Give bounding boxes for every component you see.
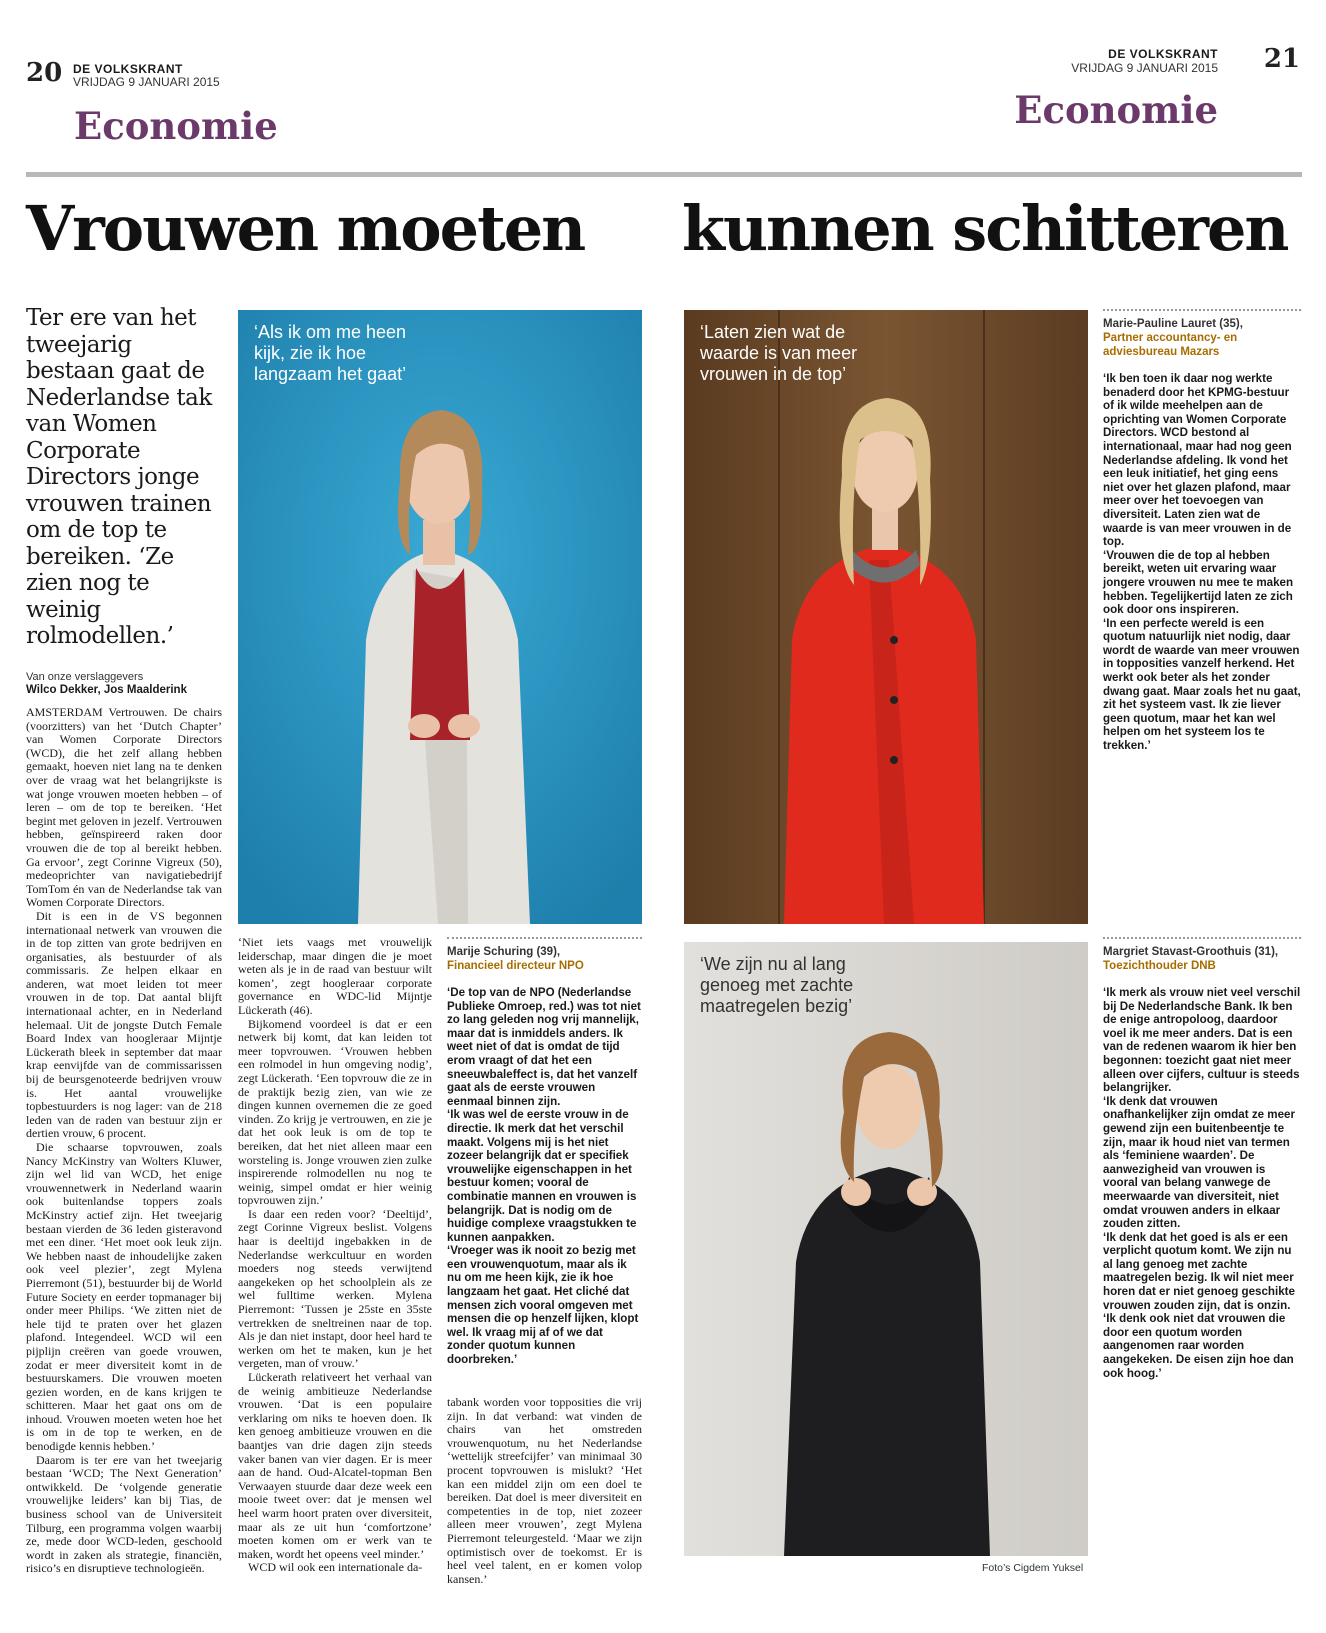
page-number-right: 21 — [1263, 44, 1300, 74]
intro-text: Ter ere van het tweejarig bestaan gaat de Nederlandse tak van Women Corporate Directors jonge vrouwen trainen om de top te bereiken. ‘Ze zien nog te weinig rolmodellen.’ — [26, 305, 212, 649]
article-paragraph: Is daar een reden voor? ‘Deeltijd’, zegt Corinne Vigreux beslist. Volgens haar is deeltijd ingebakken in de Nederlandse werkcultuur en worden moeders nog steeds verwijtend aangekeken op het schoolplein als ze wel fulltime werken. Mylena Pierremont: ‘Tussen je 25ste en 35ste vertrekken de sneltreinen naar de top. Als je dan niet instapt, door heel hard te werken om het te maken, kun je het vergeten, man of vrouw.’ — [238, 1206, 432, 1371]
profile-role-stavast: Toezichthouder DNB — [1103, 960, 1216, 972]
article-column-3 — [447, 1396, 642, 1586]
profile-name-stavast: Margriet Stavast-Groothuis (31), — [1103, 946, 1279, 958]
article-paragraph: Dit is een in de VS begonnen internationaal netwerk van vrouwen die in de top zitten van grote bedrijven en organisaties, als bestuurder of als commissaris. Ze helpen elkaar en anderen, wat moet leiden tot meer vrouwen in de top. Dat aantal blijft internationaal achter, en in Nederland helemaal. Uit de jongste Dutch Female Board Index van hoogleraar Mijntje Lückerath bleek in september dat maar krap eenvijfde van de commissarissen bij de beursgenoteerde bedrijven vrouw is. Het aantal vrouwelijke topbestuurders is nog lager: van de 218 leden van de raden van bestuur zijn er dertien vrouw, 6 procent. — [26, 908, 222, 1141]
article-paragraph: WCD wil ook een internationale da- — [248, 1560, 423, 1575]
portrait-photo-lauret-red-coat — [684, 310, 1088, 924]
byline-label: Van onze verslaggevers — [26, 671, 144, 683]
quote-paragraph: ‘Ik ben toen ik daar nog werkte benaderd door het KPMG-bestuur of ik wilde meehelpen aan de oprichting van Women Corporate Directors. WCD bestond al internationaal, maar had nog geen Nederlandse afdeling. Ik vond het een leuk initiatief, het ging eens niet over het glazen plafond, maar meer over het toevoegen van diversiteit. Laten zien wat de waarde is van meer vrouwen in de top. — [1103, 372, 1292, 549]
photo-quote-1: ‘Als ik om me heen kijk, zie ik hoe langzaam het gaat’ — [254, 322, 407, 384]
quote-paragraph: ‘In een perfecte wereld is een quotum natuurlijk niet nodig, daar wordt de waarde van meer vrouwen in topposities vanzelf herkend. Het werkt ook beter als het zonder dwang gaat. Maar zoals het nu gaat, zit het systeem vast. Ik zie liever geen quotum, maar het kan wel helpen om het systeem los te trekken.’ — [1103, 616, 1301, 753]
profile-role-lauret: Partner accountancy- en adviesbureau Mazars — [1103, 332, 1238, 358]
header-rule — [26, 172, 1302, 177]
quote-paragraph: ‘Ik was wel de eerste vrouw in de directie. Ik merk dat het verschil maakt. Volgens mij is het niet zozeer belangrijk dat er specifiek vrouwelijke eigenschappen in het bestuur komen; vooral de combinatie mannen en vrouwen is belangrijk. Dat is nodig om de huidige complexe vraagstukken te kunnen aanpakken. — [447, 1108, 637, 1244]
quote-paragraph: ‘Vroeger was ik nooit zo bezig met een vrouwenquotum, maar als ik nu om me heen kijk, zie ik hoe langzaam het gaat. Het cliché dat mensen zich vooral omgeven met mensen die op henzelf lijken, klopt wel. Ik vraag mij af of we dat zonder quotum kunnen doorbreken.’ — [447, 1244, 639, 1367]
woman-in-white-coat-illustration — [238, 310, 642, 924]
portrait-photo-stavast-black-coat — [684, 942, 1088, 1556]
profile-quote-lauret — [1103, 372, 1301, 753]
headline-right: kunnen schitteren — [682, 192, 1288, 265]
profile-divider — [1103, 309, 1301, 311]
article-paragraph: Lückerath relativeert het verhaal van de weinig ambitieuze Nederlandse vrouwen. ‘Dat is een populaire verklaring om niks te hoeven doen. Ik ken genoeg ambitieuze vrouwen en die baantjes van drie dagen zijn steeds vaker banen van vier dagen. Er is meer aan de hand. Oud-Alcatel-topman Ben Verwaayen stuurde daar deze week een mooie tweet over: dat je mensen wel heel warm hoort praten over diversiteit, maar als ze uit hun ‘comfortzone’ moeten komen om er werk van te maken, wordt het opeens veel minder.’ — [238, 1370, 432, 1561]
section-title-right: Economie — [1014, 88, 1218, 132]
profile-quote-stavast — [1103, 986, 1301, 1380]
date-left: VRIJDAG 9 JANUARI 2015 — [73, 75, 220, 89]
quote-paragraph: ‘De top van de NPO (Nederlandse Publieke Omroep, red.) was tot niet zo lang geleden nog vrij mannelijk, maar dat is inmiddels anders. Ik weet niet of dat is omdat de tijd erom vraagt of dat het een sneeuwbaleffect is, dat het vanzelf gaat als de eerste vrouwen eenmaal binnen zijn. — [447, 986, 641, 1108]
quote-paragraph: ‘Ik merk als vrouw niet veel verschil bij De Nederlandsche Bank. Ik ben de enige antropoloog, daardoor voel ik me meer anders. Dat is een van de redenen waarom ik hier ben begonnen: toezicht gaat niet meer alleen over cijfers, cultuur is steeds belangrijker. — [1103, 986, 1301, 1095]
article-paragraph: AMSTERDAM Vertrouwen. De chairs (voorzitters) van het ‘Dutch Chapter’ van Women Corporate Directors (WCD), die het zelf allang hebben gemaakt, hoeven niet lang na te denken over de vraag wat het belangrijkste is wat jonge vrouwen moeten hebben – of leren – om de top te bereiken. ‘Het begint met geloven in jezelf. Vertrouwen hebben, geïnspireerd raken door vrouwen die de top al bereikt hebben. Ga ervoor’, zegt Corinne Vigreux (50), medeoprichter van navigatiebedrijf TomTom én van de Nederlandse tak van Women Corporate Directors. — [26, 705, 222, 910]
quote-paragraph: ‘Ik denk dat vrouwen onafhankelijker zijn omdat ze meer gewend zijn een buitenbeentje te zijn, maar ik houd niet van termen als ‘feminiene waarden’. De aanwezigheid van vrouwen is vooral van belang vanwege de meerwaarde van diversiteit, niet omdat vrouwen anders in elkaar zouden zitten. — [1103, 1094, 1295, 1231]
article-paragraph: ‘Niet iets vaags met vrouwelijk leiderschap, maar dingen die je moet weten als je in de raad van bestuur wilt komen’, zegt hoogleraar corporate governance en WDC-lid Mijntje Lückerath (46). — [238, 935, 432, 1017]
paper-name-left: DE VOLKSKRANT — [73, 62, 183, 76]
photo-quote-3: ‘We zijn nu al lang genoeg met zachte maatregelen bezig’ — [700, 954, 854, 1016]
photo-credit: Foto’s Cigdem Yuksel — [982, 1562, 1084, 1574]
photo-quote-2: ‘Laten zien wat de waarde is van meer vrouwen in de top’ — [700, 322, 858, 384]
byline-names: Wilco Dekker, Jos Maalderink — [26, 684, 187, 696]
profile-name-lauret: Marie-Pauline Lauret (35), — [1103, 318, 1243, 330]
quote-paragraph: ‘Ik denk dat het goed is als er een verplicht quotum komt. We zijn nu al lang genoeg met zachte maatregelen bezig. Ik wil niet meer horen dat er niet genoeg geschikte vrouwen zouden zijn, dat is onzin. — [1103, 1230, 1295, 1312]
article-paragraph: tabank worden voor topposities die vrij zijn. In dat verband: wat vinden de chairs van het omstreden vrouwenquotum, nu het Nederlandse ‘wettelijk streefcijfer’ van minimaal 30 procent topvrouwen is mislukt? ‘Het kan een middel zijn om een doel te bereiken. Dat doel is meer diversiteit en competenties in de top, niet zozeer alleen meer vrouwen’, zegt Mylena Pierremont teleurgesteld. ‘Maar we zijn optimistisch over de toekomst. Er is heel veel talent, en er komen volop kansen.’ — [447, 1395, 642, 1586]
section-title-left: Economie — [74, 104, 278, 148]
woman-in-black-coat-illustration — [684, 942, 1088, 1556]
article-paragraph: Daarom is ter ere van het tweejarig bestaan ‘WCD; The Next Generation’ ontwikkeld. De ‘volgende generatie vrouwelijke leiders’ kan bij Tias, de business school van de Universiteit Tilburg, een programma volgen waarbij ze, mede door WCD-leden, geschoold wordt in zaken als strategie, financiën, risico’s en disruptieve technologieën. — [26, 1452, 222, 1576]
article-paragraph: Bijkomend voordeel is dat er een netwerk bij komt, dat kan leiden tot meer topvrouwen. ‘Vrouwen hebben een rolmodel in hun omgeving nodig’, zegt Lückerath. ‘Een topvrouw die ze in de praktijk bezig zien, van wie ze dingen kunnen overnemen die ze goed vinden. Zo krijg je vertrouwen, en zie je dat het ook leuk is om de top te bereiken, dat het niet alleen maar een worsteling is. Jonge vrouwen zien zulke inspirerende rolmodellen nu nog te weinig, simpel omdat er hier weinig topvrouwen zijn.’ — [238, 1016, 432, 1208]
profile-divider — [447, 937, 642, 939]
profile-divider — [1103, 937, 1301, 939]
date-right: VRIJDAG 9 JANUARI 2015 — [1071, 61, 1218, 75]
portrait-photo-lauret-blue — [238, 310, 642, 924]
article-column-2 — [238, 936, 432, 1575]
quote-paragraph: ‘Vrouwen die de top al hebben bereikt, weten uit ervaring waar jongere vrouwen nu mee te maken hebben. Tegelijkertijd laten ze zich ook door ons inspireren. — [1103, 548, 1294, 617]
paper-name-right: DE VOLKSKRANT — [1108, 47, 1218, 61]
woman-in-red-coat-illustration — [684, 310, 1088, 924]
profile-role-schuring: Financieel directeur NPO — [447, 960, 584, 972]
profile-quote-schuring — [447, 986, 642, 1367]
article-paragraph: Die schaarse topvrouwen, zoals Nancy McKinstry van Wolters Kluwer, zijn wel lid van WCD, het enige vrouwennetwerk in Nederland waarin ook buitenlandse toppers zoals McKinstry actief zijn. Het tweejarig bestaan vierden de 36 leden gisteravond met een diner. ‘Het moet ook leuk zijn. We hebben naast de inhoudelijke zaken ook veel plezier’, zegt Mylena Pierremont (51), bestuurder bij de World Future Society en eerder topmanager bij onder meer Philips. ‘We zitten niet de hele tijd te praten over het glazen plafond. Integendeel. WCD wil een pijplijn creëren van goede vrouwen, zodat er meer diversiteit komt in de bestuurskamers. Die vrouwen moeten gezien worden, en de kans krijgen te schitteren. Maar het gaat ons om de inhoud. Vrouwen moeten weten hoe het is om in de top te werken, en de benodigde kennis hebben.’ — [26, 1140, 222, 1454]
profile-name-schuring: Marije Schuring (39), — [447, 946, 561, 958]
headline-left: Vrouwen moeten — [26, 192, 585, 265]
quote-paragraph: ‘Ik denk ook niet dat vrouwen die door een quotum worden aangenomen raar worden aangekeken. De eisen zijn hoe dan ook hoog.’ — [1103, 1312, 1294, 1380]
article-column-1 — [26, 706, 222, 1576]
page-number-left: 20 — [26, 58, 63, 88]
